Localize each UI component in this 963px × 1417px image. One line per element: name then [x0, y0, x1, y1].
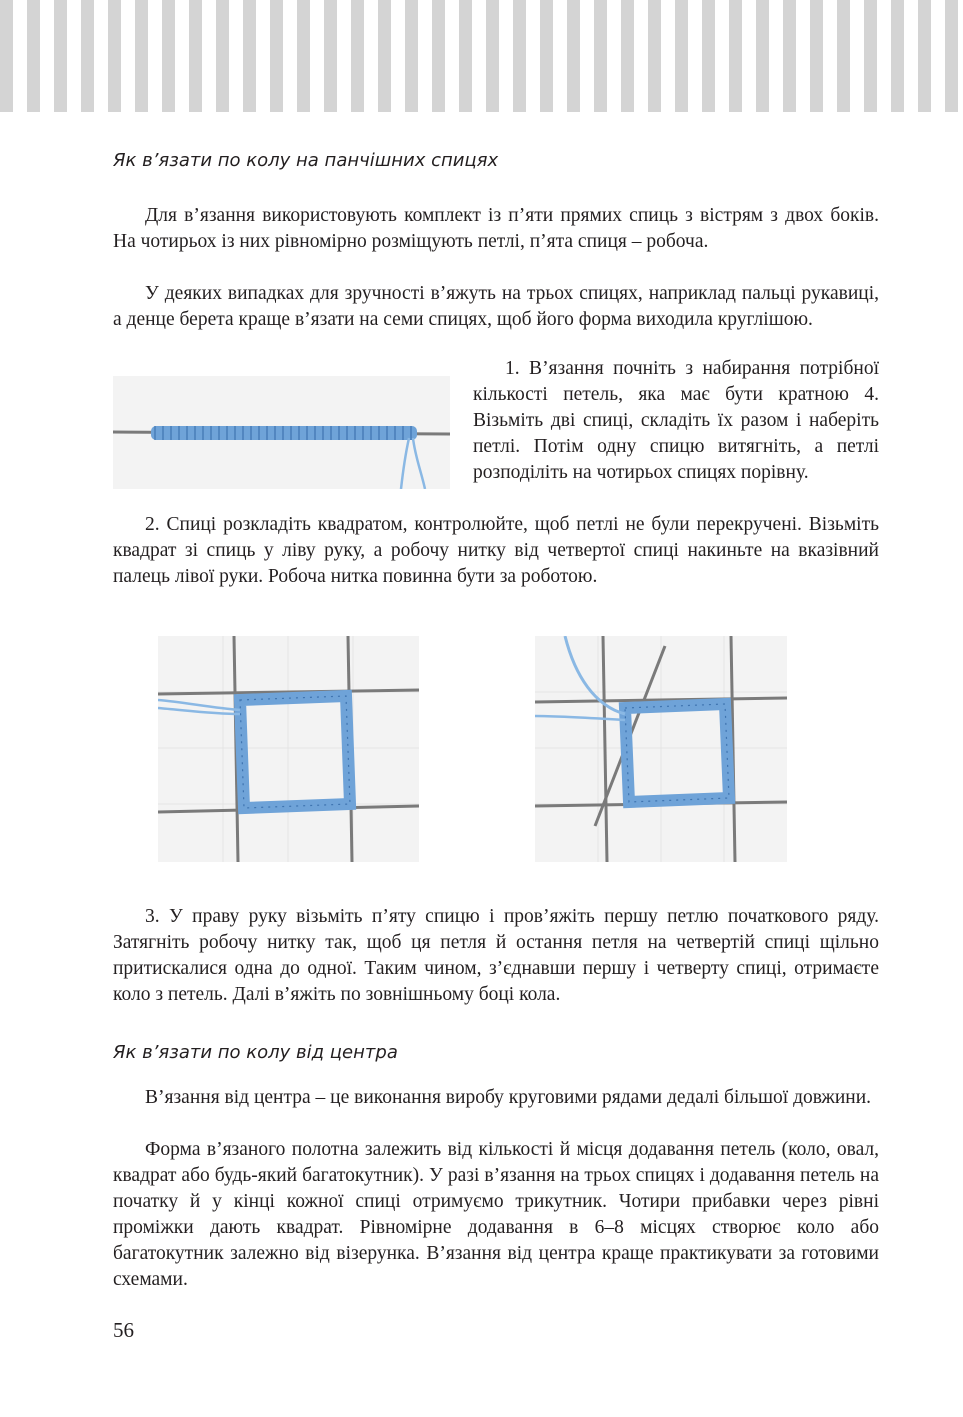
fifth-needle-photo — [535, 636, 787, 862]
paragraph-from-center-definition: В’язання від центра – це виконання виробу круговими рядами дедалі більшої довжини. — [145, 1087, 872, 1108]
paragraph-three-seven-needles: У деяких випадках для зручності в’яжуть на трьох спицях, наприклад пальці рукавиці, а денце берета краще в’язати на семи спицях, щоб його форма виходила круглішою. — [113, 283, 879, 330]
paragraph-needle-set: Для в’язання використовують комплект із п’яти прямих спиць з вістрям з двох боків. На чотирьох із них рівномірно розміщують петлі, п’ята спиця – робоча. — [113, 205, 879, 252]
square-needles-photo — [158, 636, 419, 862]
paragraph-step-3: 3. У праву руку візьміть п’яту спицю і пров’яжіть першу петлю початкового ряду. Затягніть робочу нитку так, щоб ця петля й остання петля на четвертій спиці щільно притискалися одна до одної. Таким чином, з’єднавши першу і четверту спиці, отримаєте коло з петель. Далі в’яжіть по зовнішньому боці кола. — [113, 906, 879, 1005]
cast-on-needle-photo — [113, 376, 450, 489]
header-stripes — [0, 0, 963, 112]
section-heading-from-center: Як в’язати по колу від центра — [113, 1042, 398, 1063]
paragraph-step-2: 2. Спиці розкладіть квадратом, контролюйте, щоб петлі не були перекручені. Візьміть квадрат зі спиць у ліву руку, а робочу нитку від четвертої спиці накиньте на вказівний палець лівої руки. Робоча нитка повинна бути за роботою. — [113, 514, 879, 587]
paragraph-fabric-shape: Форма в’язаного полотна залежить від кількості й місця додавання петель (коло, овал, квадрат або будь-який багатокутник). У разі в’язання на трьох спицях і додавання петель на початку й у кінці кожної спиці отримуємо трикутник. Чотири прибавки через рівні проміжки дають квадрат. Рівномірне додавання в 6–8 місцях створює коло або багатокутник залежно від візерунка. В’язання від центра краще практикувати за готовими схемами. — [113, 1139, 879, 1290]
section-heading-circular-knitting: Як в’язати по колу на панчішних спицях — [113, 150, 499, 171]
paragraph-step-1: 1. В’язання почніть з набирання потрібної кількості петель, яка має бути кратною 4. Візьміть дві спиці, складіть їх разом і наберіть петлі. Потім одну спицю витягніть, а петлі розподіліть на чотирьох спицях порівну. — [473, 358, 879, 483]
page-number: 56 — [113, 1318, 134, 1342]
